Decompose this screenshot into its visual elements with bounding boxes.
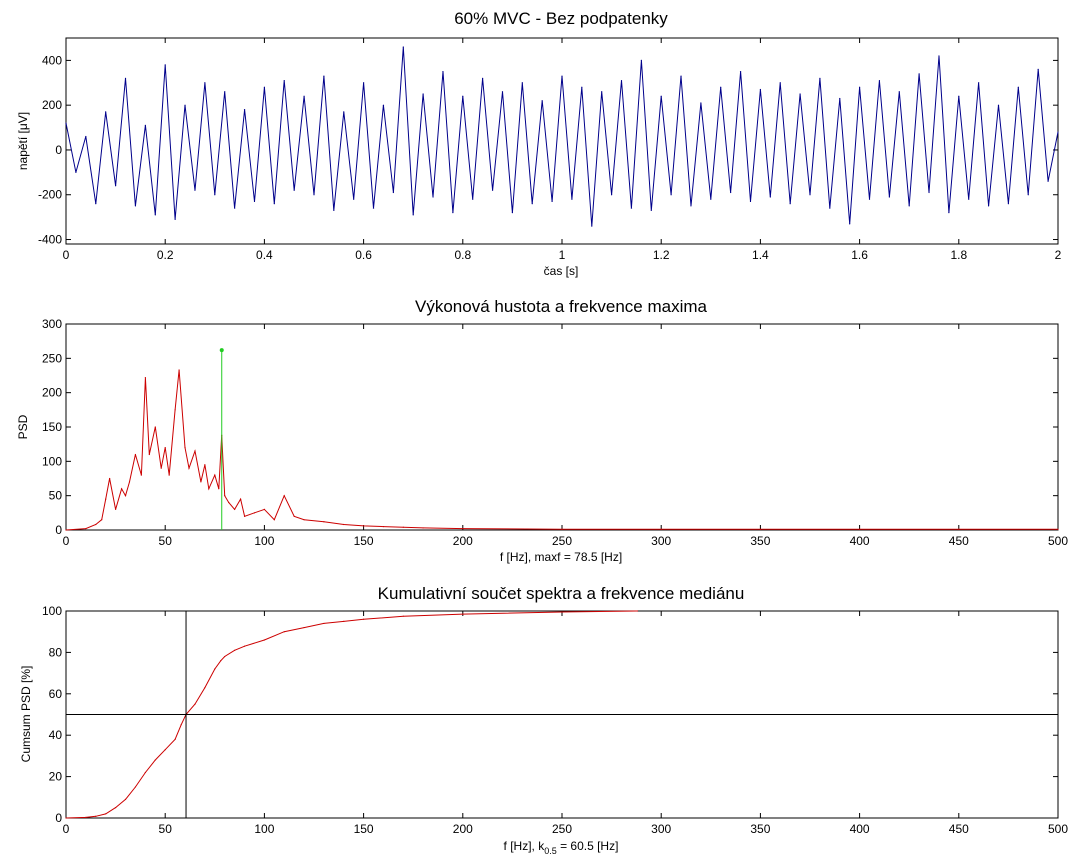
data-point [621,80,622,81]
x-tick-label: 100 [254,534,275,548]
data-point [145,772,146,773]
data-point [264,639,265,640]
data-point [462,96,463,97]
x-tick-label: 300 [651,822,672,836]
x-tick-label: 1.4 [752,248,769,262]
y-tick-label: 400 [41,53,62,68]
data-point [383,526,384,527]
data-point [849,223,850,224]
data-point [651,210,652,211]
y-tick-label: -200 [37,187,62,202]
data-point [561,611,562,612]
data-point [303,96,304,97]
data-point [750,201,751,202]
psd-panel [16,297,1068,564]
data-point [125,78,126,79]
data-point [859,87,860,88]
panel1-axes-box [66,38,1058,244]
y-tick-label: 150 [41,420,62,434]
data-point [184,447,185,448]
data-point [65,817,66,818]
data-point [323,75,324,76]
data-point [175,409,176,410]
data-point [1047,181,1048,182]
data-point [264,509,265,510]
data-point [165,64,166,65]
panel1-ylabel: napětí [μV] [16,111,30,171]
data-point [234,208,235,209]
panel1-xlabel: čas [s] [543,264,579,278]
data-point [204,687,205,688]
data-point [165,749,166,750]
data-point [909,205,910,206]
data-point [799,93,800,94]
data-point [224,91,225,92]
data-point [155,426,156,427]
data-point [383,105,384,106]
panel3-xlabel-tail: = 60.5 [Hz] [556,839,619,853]
x-tick-label: 400 [849,534,870,548]
x-tick-label: 1.6 [851,248,868,262]
data-point [155,759,156,760]
data-point [184,105,185,106]
data-point [95,203,96,204]
data-point [75,172,76,173]
data-point [1057,131,1058,132]
x-tick-label: 1 [558,248,566,262]
data-point [240,499,241,500]
x-tick-label: 250 [551,822,573,836]
x-tick-label: 1.8 [950,248,968,262]
panel3-ylabel: Cumsum PSD [%] [19,665,33,763]
data-point [194,704,195,705]
data-point [194,450,195,451]
panel1-title: 60% MVC - Bez podpatenky [454,9,668,28]
data-point [85,817,86,818]
x-tick-label: 150 [353,822,374,836]
data-point [958,529,959,530]
data-point [809,194,810,195]
data-point [462,614,463,615]
data-point [145,377,146,378]
data-point [819,78,820,79]
data-point [85,528,86,529]
x-tick-label: 50 [158,534,172,548]
data-point [978,82,979,83]
data-point [274,203,275,204]
data-point [423,527,424,528]
data-point [363,525,364,526]
data-point [149,454,150,455]
data-point [542,100,543,101]
data-point [353,199,354,200]
panel2-xlabel: f [Hz], maxf = 78.5 [Hz] [499,550,623,564]
data-point [208,488,209,489]
data-point [244,646,245,647]
data-point [452,212,453,213]
data-point [95,524,96,525]
y-tick-label: 0 [55,523,62,537]
data-point [661,96,662,97]
data-point [551,201,552,202]
x-tick-label: 0.6 [355,248,372,262]
data-point [244,109,245,110]
data-point [323,521,324,522]
data-point [85,136,86,137]
data-point [115,509,116,510]
data-point [958,96,959,97]
data-point [101,519,102,520]
data-point [204,82,205,83]
data-point [968,199,969,200]
data-point [472,199,473,200]
x-tick-label: 200 [452,534,473,548]
data-point [244,516,245,517]
y-tick-label: 100 [41,454,62,469]
data-point [129,481,130,482]
data-point [264,87,265,88]
data-point [135,205,136,206]
x-tick-label: 350 [750,534,771,548]
data-point [492,190,493,191]
data-point [403,46,404,47]
data-point [889,196,890,197]
data-point [988,205,989,206]
data-point [254,512,255,513]
y-tick-label: 60 [48,686,62,701]
data-point [671,194,672,195]
data-point [175,739,176,740]
data-point [522,82,523,83]
data-point [637,610,638,611]
x-tick-label: 250 [551,534,573,548]
data-point [561,75,562,76]
data-point [869,199,870,200]
data-point [423,93,424,94]
data-point [780,82,781,83]
data-point [581,87,582,88]
x-tick-label: 400 [849,822,870,836]
y-tick-label: 100 [41,604,62,618]
data-point [442,71,443,72]
data-point [720,87,721,88]
data-point [591,225,592,226]
x-tick-label: 0.4 [256,248,273,262]
x-tick-label: 100 [254,822,275,836]
data-point [214,668,215,669]
data-point [502,91,503,92]
emg-signal-panel [16,9,1062,278]
data-point [413,214,414,215]
x-tick-label: 0.2 [156,248,174,262]
data-point [790,203,791,204]
data-point [859,529,860,530]
data-point [180,724,181,725]
data-point [65,122,66,123]
data-point [938,55,939,56]
x-tick-label: 450 [948,534,969,548]
y-tick-label: 40 [48,728,62,743]
data-point [710,199,711,200]
data-point [1028,194,1029,195]
data-point [740,71,741,72]
data-point [403,616,404,617]
data-point [839,98,840,99]
x-tick-label: 350 [750,822,771,836]
data-point [363,82,364,83]
data-point [403,527,404,528]
data-point [601,91,602,92]
data-point [1008,203,1009,204]
data-point [194,190,195,191]
data-point [343,111,344,112]
x-tick-label: 150 [353,534,374,548]
data-point [899,91,900,92]
x-tick-label: 0 [62,248,70,262]
data-point [165,447,166,448]
x-tick-label: 500 [1047,534,1069,548]
data-point [121,488,122,489]
x-tick-label: 0 [62,822,70,836]
data-point [105,499,106,500]
data-point [948,212,949,213]
data-point [178,369,179,370]
data-point [161,468,162,469]
data-point [700,102,701,103]
data-point [661,529,662,530]
panel2-axes-box [66,324,1058,530]
data-point [175,219,176,220]
x-tick-label: 500 [1047,822,1069,836]
data-point [220,660,221,661]
data-point [928,192,929,193]
data-point [274,519,275,520]
data-point [393,192,394,193]
data-point [343,621,344,622]
y-tick-label: 300 [41,317,62,331]
x-tick-label: 1.2 [652,248,670,262]
data-point [1057,529,1058,530]
maxf-marker-point [220,348,224,352]
data-point [690,205,691,206]
panel3-xlabel [504,839,619,856]
data-point [109,478,110,479]
data-point [373,208,374,209]
data-point [200,481,201,482]
data-point [1038,69,1039,70]
data-point [155,214,156,215]
data-point [482,78,483,79]
x-tick-label: 200 [452,822,473,836]
data-point [829,208,830,209]
data-point [204,464,205,465]
panel3-title: Kumulativní součet spektra a frekvence mediánu [377,584,745,603]
data-point [631,208,632,209]
data-point [65,529,66,530]
x-tick-label: 450 [948,822,969,836]
data-point [303,627,304,628]
data-point [294,516,295,517]
data-point [879,80,880,81]
y-tick-label: -400 [37,232,62,247]
x-tick-label: 50 [158,822,172,836]
panel2-ylabel: PSD [16,414,30,440]
data-point [532,203,533,204]
data-point [730,192,731,193]
data-point [145,125,146,126]
data-point [284,80,285,81]
data-point [214,474,215,475]
data-point [254,201,255,202]
data-point [919,73,920,74]
data-point [214,194,215,195]
data-point [135,786,136,787]
data-point [141,474,142,475]
data-point [234,650,235,651]
data-point [760,89,761,90]
data-point [432,196,433,197]
data-point [115,807,116,808]
data-point [284,631,285,632]
data-point [343,524,344,525]
data-point [105,813,106,814]
data-point [333,210,334,211]
data-point [105,111,106,112]
cumsum-panel [19,584,1068,856]
data-point [998,105,999,106]
data-point [188,468,189,469]
x-tick-label: 2 [1054,248,1062,262]
data-point [760,529,761,530]
data-point [95,816,96,817]
y-tick-label: 250 [41,351,62,366]
data-point [363,619,364,620]
data-point [294,190,295,191]
x-tick-label: 0 [62,534,70,548]
data-point [611,194,612,195]
x-tick-label: 300 [651,534,672,548]
data-point [228,502,229,503]
data-point [1018,87,1019,88]
data-point [641,60,642,61]
data-point [125,495,126,496]
y-tick-label: 80 [48,645,62,660]
data-point [462,528,463,529]
data-point [115,185,116,186]
data-point [234,509,235,510]
y-tick-label: 50 [48,488,62,503]
y-tick-label: 200 [41,385,62,400]
data-point [224,656,225,657]
data-point [135,454,136,455]
y-tick-label: 0 [55,811,62,825]
data-point [284,495,285,496]
y-tick-label: 20 [48,769,62,784]
data-point [218,488,219,489]
data-point [512,212,513,213]
data-point [303,519,304,520]
data-point [571,199,572,200]
data-point [125,799,126,800]
y-tick-label: 200 [41,98,62,113]
panel3-xlabel-sub: 0.5 [544,846,557,856]
data-point [770,196,771,197]
data-point [313,194,314,195]
x-tick-label: 0.8 [454,248,472,262]
data-point [169,474,170,475]
panel3-xlabel-main: f [Hz], k [503,839,545,853]
data-point [224,495,225,496]
y-tick-label: 0 [55,142,62,157]
data-point [561,529,562,530]
panel2-title: Výkonová hustota a frekvence maxima [415,297,707,316]
data-point [323,623,324,624]
data-point [680,75,681,76]
